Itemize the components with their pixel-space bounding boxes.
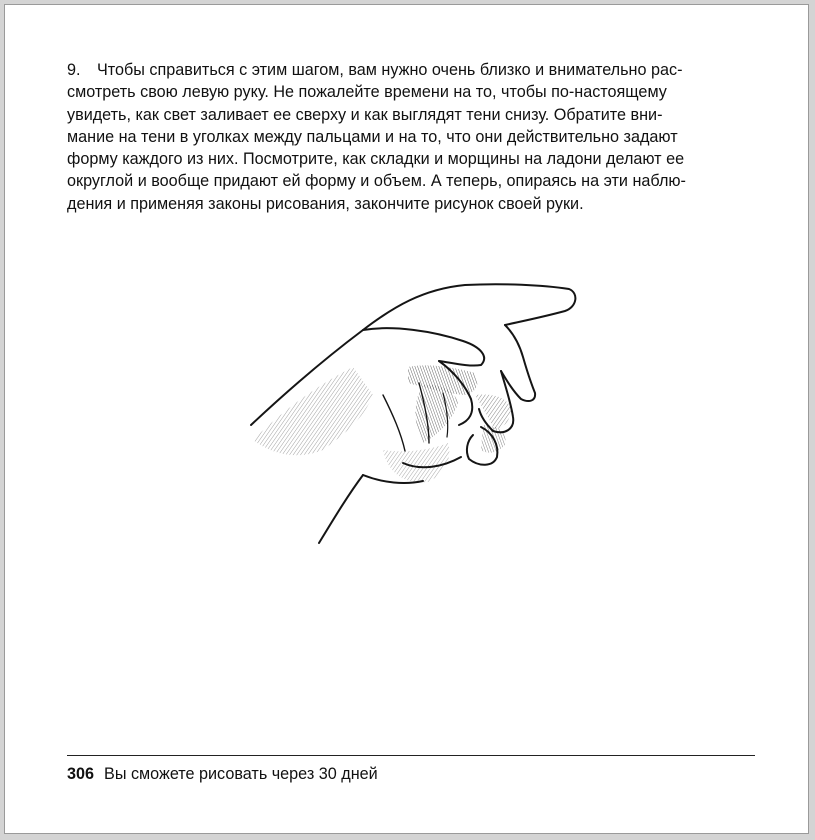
step-line: форму каждого из них. Посмотрите, как складки и морщины на ладони делают ее [67,150,685,169]
step-line: дения и применяя законы рисования, закончите рисунок своей руки. [67,194,584,213]
step-line: округлой и вообще придают ей форму и объем. А теперь, опираясь на эти наблю- [67,172,686,191]
page-footer [67,765,378,784]
step-line: смотреть свою левую руку. Не пожалейте времени на то, чтобы по-настоящему [67,83,667,102]
footer-rule [67,755,755,756]
hand-drawing [243,275,583,547]
step-line-text: Чтобы справиться с этим шагом, вам нужно очень близко и внимательно рас- [97,61,683,79]
step-number: 9. [67,61,81,79]
step-paragraph [67,59,747,215]
step-line: мание на тени в уголках между пальцами и на то, что они действительно задают [67,127,678,146]
step-line [67,59,747,81]
book-page [4,4,809,834]
running-title: Вы сможете рисовать через 30 дней [104,765,378,783]
step-line: увидеть, как свет заливает ее сверху и как выглядят тени снизу. Обратите вни- [67,105,663,124]
page-number: 306 [67,765,95,783]
